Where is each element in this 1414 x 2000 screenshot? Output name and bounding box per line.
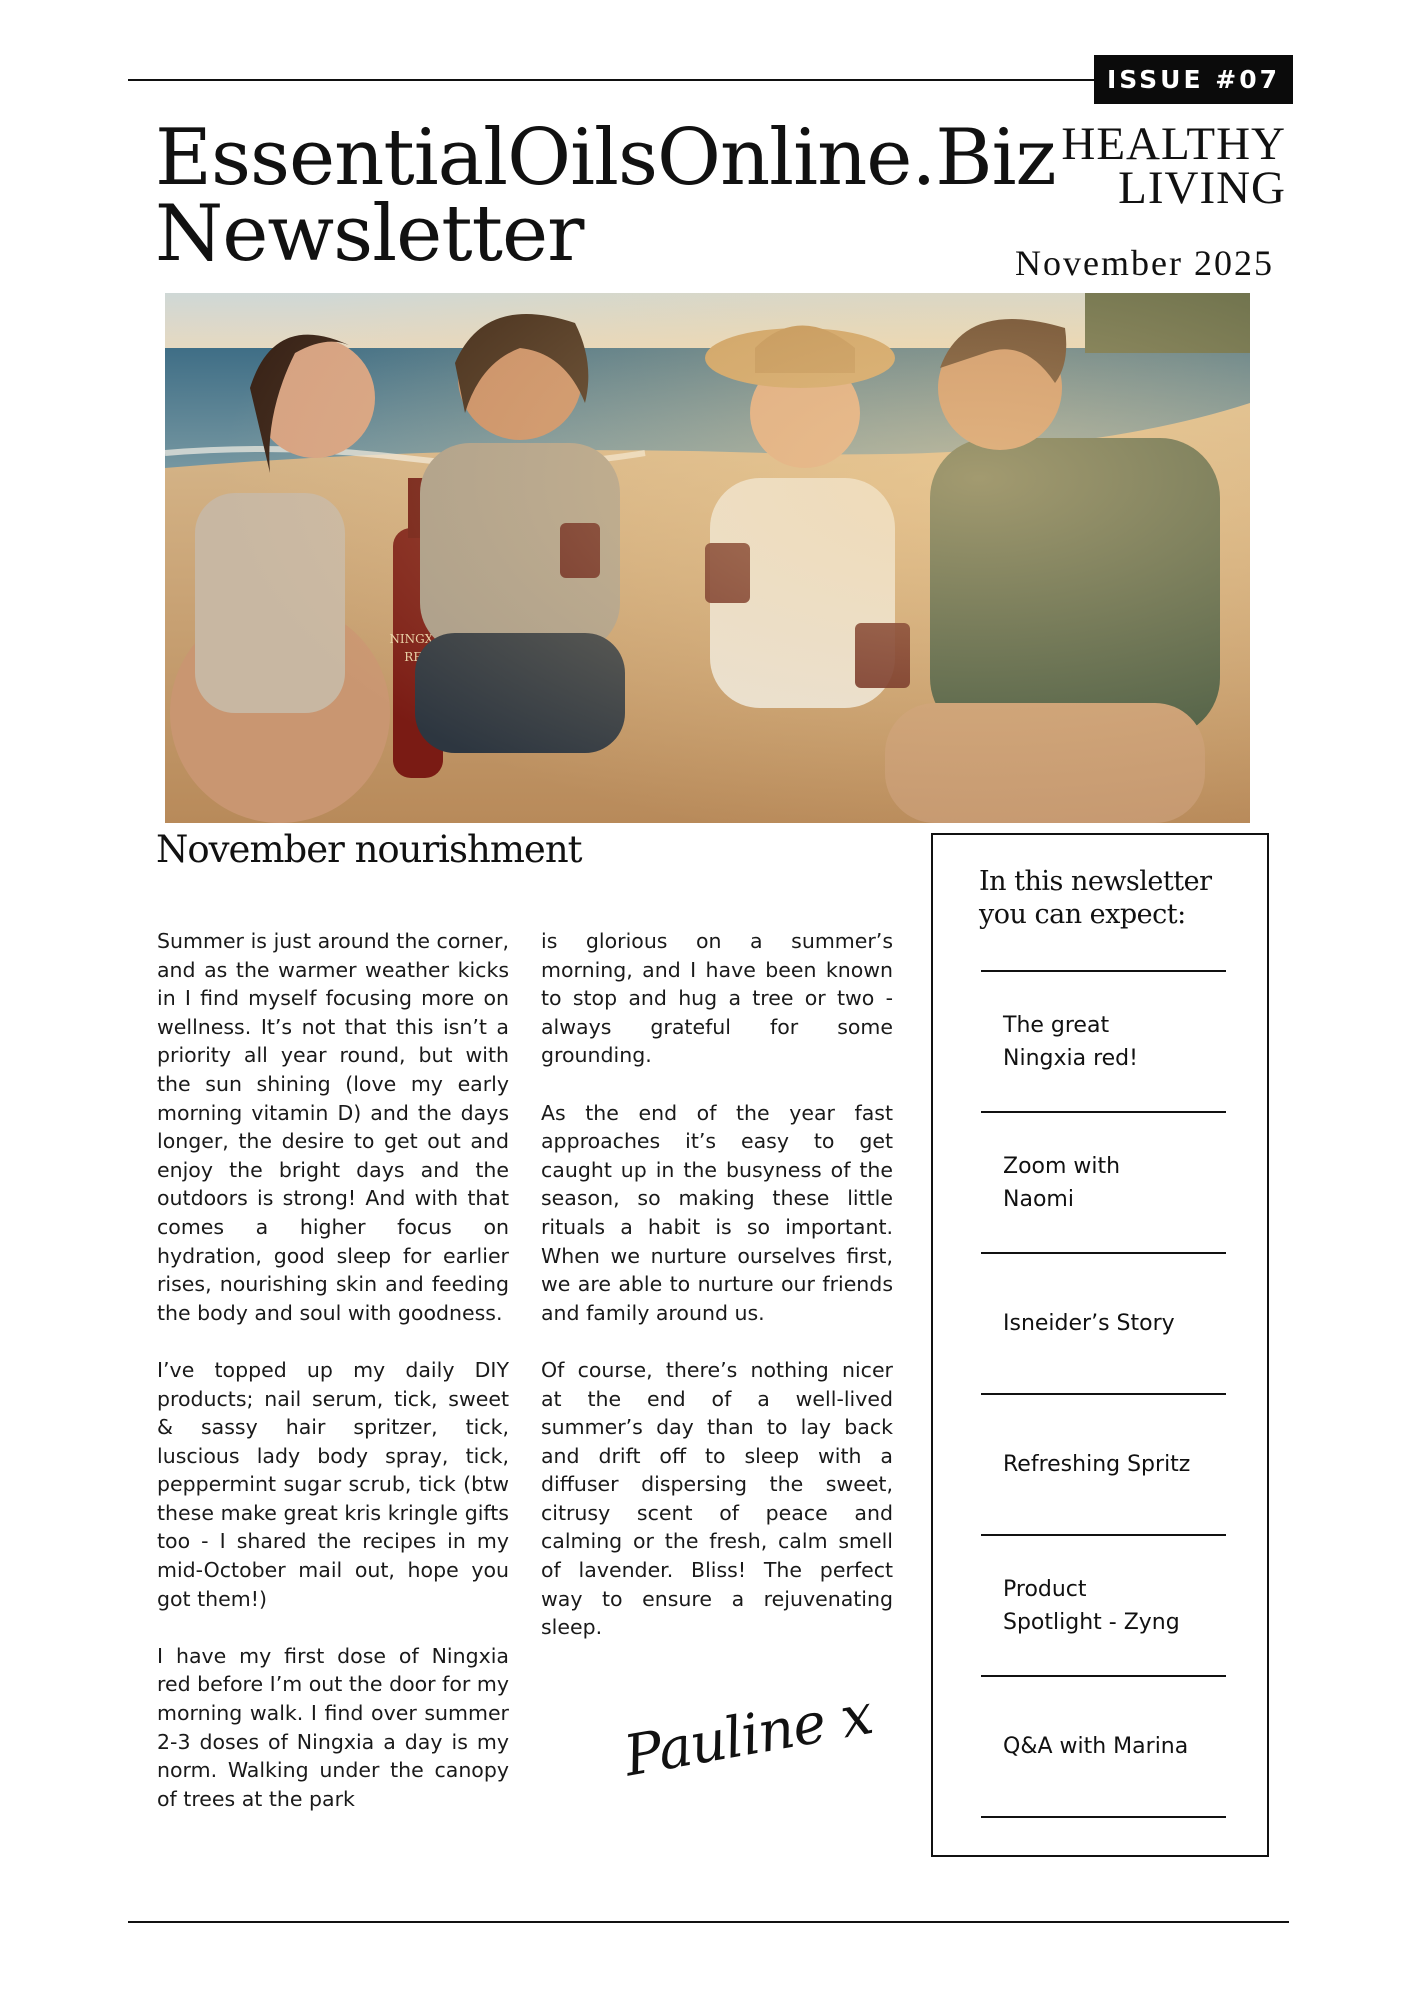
sidebar-divider — [981, 1816, 1226, 1818]
sidebar-item-label: Zoom with — [1003, 1153, 1121, 1179]
article-paragraph: As the end of the year fast approaches it’s easy to get caught up in the busyness of the season, so making these little rituals a habit is so important. When we nurture ourselves first, we are able to nurture our friends and family around us. — [541, 1100, 893, 1325]
sidebar-item-spritz[interactable] — [1003, 1395, 1243, 1534]
title-line-2: Newsletter — [155, 189, 584, 279]
sidebar-item-label: Q&A with Marina — [1003, 1734, 1189, 1759]
sidebar-title — [979, 865, 1211, 931]
sidebar-item-ningxia[interactable] — [1003, 972, 1243, 1111]
bottom-rule — [128, 1921, 1289, 1923]
article-paragraph: I have my first dose of Ningxia red before I’m out the door for my morning walk. I find over summer 2-3 doses of Ningxia a day is my norm. Walking under the canopy of trees at the park — [157, 1643, 509, 1811]
article-column-1 — [157, 927, 509, 1842]
hero-photo — [165, 293, 1250, 823]
sidebar-item-label: Ningxia red! — [1003, 1045, 1138, 1071]
article-paragraph: Summer is just around the corner, and as the warmer weather kicks in I find myself focusing more on wellness. It’s not that this isn’t a priority all year round, but with the sun shining (love my early morning vitamin D) and the days longer, the desire to get out and enjoy the bright days and the outdoors is strong! And with that comes a higher focus on hydration, good sleep for earlier rises, nourishing skin and feeding the body and soul with goodness. — [157, 929, 509, 1325]
newsletter-title — [155, 113, 1056, 279]
issue-date: November 2025 — [1015, 243, 1274, 283]
sidebar-title-line-2: you can expect: — [979, 899, 1186, 930]
tagline-line-2: LIVING — [1118, 162, 1286, 214]
section-heading: November nourishment — [156, 828, 582, 871]
article-paragraph: is glorious on a summer’s morning, and I have been known to stop and hug a tree or two - always grateful for some grounding. — [541, 929, 893, 1068]
issue-badge: ISSUE #07 — [1094, 55, 1293, 104]
sidebar-item-story[interactable] — [1003, 1254, 1243, 1393]
sidebar-title-line-1: In this newsletter — [979, 866, 1212, 897]
sidebar-item-label: The great — [1003, 1012, 1110, 1038]
title-line-1: EssentialOilsOnline.Biz — [155, 113, 1056, 203]
sidebar-item-qa[interactable] — [1003, 1677, 1243, 1816]
sidebar-item-spotlight[interactable] — [1003, 1536, 1243, 1675]
article-column-2 — [541, 927, 893, 1670]
sidebar-item-zoom[interactable] — [1003, 1113, 1243, 1252]
sidebar-item-label: Refreshing Spritz — [1003, 1452, 1191, 1477]
author-signature: Pauline x — [619, 1682, 877, 1790]
sidebar-item-label: Naomi — [1003, 1186, 1074, 1212]
sidebar-item-label: Isneider’s Story — [1003, 1311, 1175, 1336]
article-paragraph: Of course, there’s nothing nicer at the end of a well-lived summer’s day than to lay back and drift off to sleep with a diffuser dispersing the sweet, citrusy scent of peace and calming or the fresh, calm smell of lavender. Bliss! The perfect way to ensure a rejuvenating sleep. — [541, 1357, 893, 1640]
sidebar-item-label: Spotlight - Zyng — [1003, 1609, 1180, 1635]
tagline — [1061, 118, 1286, 214]
article-paragraph: I’ve topped up my daily DIY products; nail serum, tick, sweet & sassy hair spritzer, tick, luscious lady body spray, tick, peppermint sugar scrub, tick (btw these make great kris kringle gifts too - I shared the recipes in my mid-October mail out, hope you got them!) — [157, 1357, 509, 1611]
sidebar-item-label: Product — [1003, 1576, 1087, 1602]
tagline-line-1: HEALTHY — [1061, 118, 1286, 170]
top-rule — [128, 79, 1094, 81]
contents-sidebar — [931, 833, 1269, 1857]
